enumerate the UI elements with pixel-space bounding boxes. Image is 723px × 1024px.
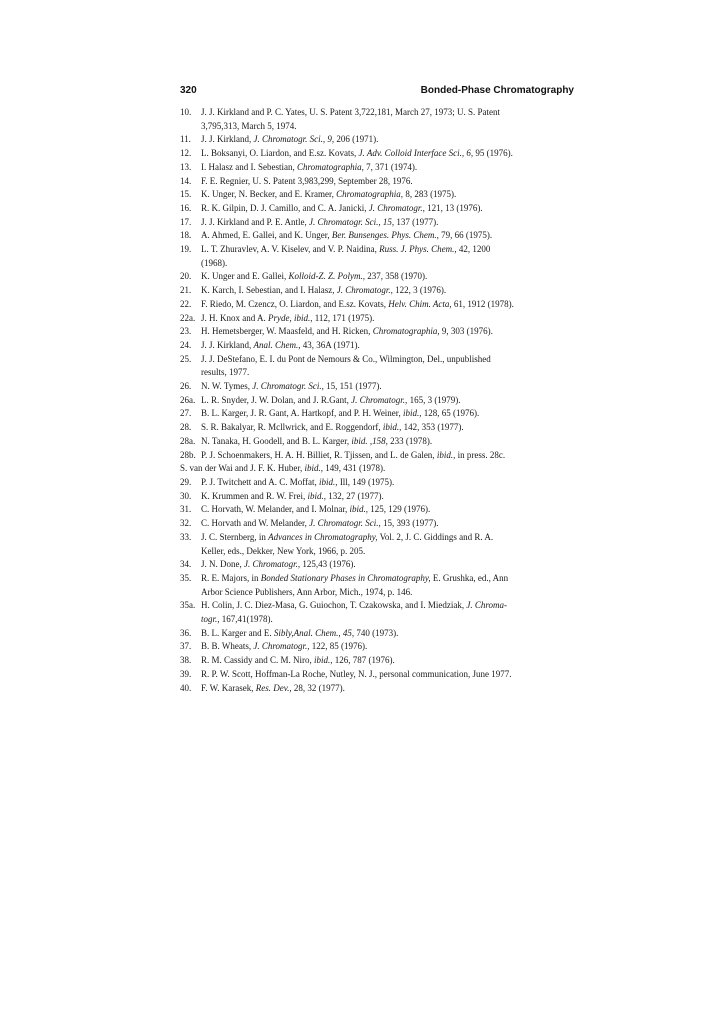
reference-italic: Helv. Chim. Acta, (388, 298, 452, 309)
reference-number: 10. (180, 107, 192, 117)
reference-line (180, 243, 574, 257)
reference-text: L. Boksanyi, O. Liardon, and E.sz. Kovats, J. Adv. Colloid Interface Sci., 6, 95 (1976). (201, 148, 513, 159)
reference-line (180, 558, 574, 572)
reference-line (180, 517, 574, 531)
reference-text: N. W. Tymes, J. Chromatogr. Sci., 15, 151 (1977). (201, 381, 382, 392)
reference-italic: Kolloid-Z. Z. Polym., (288, 271, 365, 282)
reference-number: 21. (180, 285, 192, 296)
reference-number: 22a. (180, 312, 196, 323)
reference-italic: Chromatographia, (336, 189, 404, 200)
reference-italic: Bonded Stationary Phases in Chromatography, (260, 572, 431, 583)
reference-text: R. E. Majors, in Bonded Stationary Phases in Chromatography, E. Grushka, ed., Ann (201, 572, 509, 583)
reference-line (180, 380, 574, 394)
reference-number: 28b. (180, 449, 196, 460)
reference-line (180, 366, 574, 380)
reference-text: B. L. Karger and E. Sibly,Anal. Chem., 45, 740 (1973). (201, 627, 399, 638)
reference-list (180, 106, 574, 695)
reference-italic: Advances in Chromatography, (268, 531, 378, 542)
reference-number: 33. (180, 531, 192, 542)
reference-text: (1968). (201, 257, 228, 268)
reference-number: 35a. (180, 600, 196, 611)
reference-text: R. M. Cassidy and C. M. Niro, ibid., 126, 787 (1976). (201, 655, 395, 666)
reference-text: J. J. Kirkland and P. E. Antle, J. Chromatogr. Sci., 15, 137 (1977). (201, 216, 439, 227)
reference-text: S. R. Bakalyar, R. Mcllwrick, and E. Roggendorf, ibid., 142, 353 (1977). (201, 422, 464, 433)
page-header (180, 85, 574, 101)
reference-text: J. J. Kirkland, J. Chromatogr. Sci., 9, 206 (1971). (201, 134, 379, 145)
reference-number: 24. (180, 339, 192, 350)
reference-number: 36. (180, 627, 192, 638)
reference-number: 37. (180, 641, 192, 652)
reference-italic: Pryde, ibid., (268, 312, 313, 323)
reference-text: C. Horvath, W. Melander, and I. Molnar, ibid., 125, 129 (1976). (201, 504, 431, 515)
reference-text: L. T. Zhuravlev, A. V. Kiselev, and V. P. Naidina, Russ. J. Phys. Chem., 42, 1200 (201, 244, 491, 255)
reference-text: J. J. DeStefano, E. I. du Pont de Nemours & Co., Wilmington, Del., unpublished (201, 353, 491, 364)
reference-italic: ibid., (314, 655, 333, 666)
reference-italic: J. Chromatogr., (336, 285, 393, 296)
reference-number: 28. (180, 422, 192, 433)
reference-text: togr., 167,41(1978). (201, 614, 273, 625)
reference-text: H. Colin, J. C. Diez-Masa, G. Guiochon, T. Czakowska, and I. Miedziak, J. Chroma- (201, 600, 508, 611)
reference-number: 28a. (180, 435, 196, 446)
reference-number: 14. (180, 175, 192, 186)
reference-line (180, 229, 574, 243)
reference-text: 3,795,313, March 5, 1974. (201, 120, 297, 131)
reference-italic: togr., (201, 614, 220, 625)
reference-line (180, 572, 574, 586)
reference-text: A. Ahmed, E. Gallei, and K. Unger, Ber. Bunsenges. Phys. Chem., 79, 66 (1975). (201, 230, 493, 241)
reference-number: 22. (180, 298, 192, 309)
reference-number: 15. (180, 189, 192, 200)
reference-italic: ibid., (304, 463, 324, 474)
reference-italic: Sibly,Anal. Chem., 45, (273, 627, 355, 638)
reference-text: B. B. Wheats, J. Chromatogr., 122, 85 (1976). (201, 641, 368, 652)
running-title: Bonded-Phase Chromatography (420, 85, 574, 96)
reference-text: R. P. W. Scott, Hoffman-La Roche, Nutley, N. J., personal communication, June 1977. (201, 668, 512, 679)
reference-line (180, 407, 574, 421)
reference-number: 26a. (180, 394, 196, 405)
reference-italic: J. Chroma- (466, 600, 508, 611)
reference-italic: ibid., (436, 449, 456, 460)
reference-number: 18. (180, 230, 192, 241)
reference-line (180, 462, 574, 476)
reference-line (180, 435, 574, 449)
reference-line (180, 586, 574, 600)
reference-italic: J. Chromatogr. Sci., 9, (253, 134, 335, 145)
reference-line (180, 613, 574, 627)
reference-italic: J. Chromatogr., (253, 641, 310, 652)
reference-number: 29. (180, 476, 192, 487)
reference-number: 40. (180, 682, 192, 693)
reference-line (180, 270, 574, 284)
reference-italic: J. Chromatogr. Sci., 15, (309, 216, 395, 227)
reference-number: 17. (180, 216, 192, 227)
reference-number: 25. (180, 353, 192, 364)
reference-italic: ibid. ,158, (351, 435, 388, 446)
reference-text: J. J. Kirkland and P. C. Yates, U. S. Patent 3,722,181, March 27, 1973; U. S. Patent (201, 107, 500, 117)
reference-number: 20. (180, 271, 192, 282)
reference-number: 12. (180, 148, 192, 159)
reference-line (180, 654, 574, 668)
reference-line (180, 394, 574, 408)
reference-number: 13. (180, 161, 192, 172)
reference-number: 38. (180, 655, 192, 666)
reference-line (180, 353, 574, 367)
reference-italic: J. Chromatogr., (244, 559, 301, 570)
reference-text: F. E. Regnier, U. S. Patent 3,983,299, September 28, 1976. (201, 175, 413, 186)
reference-line (180, 449, 574, 463)
reference-number: 11. (180, 134, 191, 145)
reference-line (180, 147, 574, 161)
reference-line (180, 476, 574, 490)
reference-line (180, 627, 574, 641)
reference-text: R. K. Gilpin, D. J. Camillo, and C. A. Janicki, J. Chromatogr., 121, 13 (1976). (201, 202, 483, 213)
reference-text: N. Tanaka, H. Goodell, and B. L. Karger, ibid. ,158, 233 (1978). (201, 435, 433, 446)
reference-text: J. N. Done, J. Chromatogr., 125,43 (1976). (201, 559, 356, 570)
reference-italic: ibid., (349, 504, 369, 515)
reference-text: H. Hemetsberger, W. Maasfeld, and H. Ricken, Chromatographia, 9, 303 (1976). (201, 326, 493, 337)
reference-italic: Res. Dev., (255, 682, 292, 693)
reference-line (180, 161, 574, 175)
reference-italic: ibid., (402, 408, 422, 419)
reference-italic: ibid., (382, 422, 402, 433)
reference-number: 35. (180, 572, 192, 583)
reference-number: 19. (180, 244, 192, 255)
reference-line (180, 599, 574, 613)
reference-line (180, 490, 574, 504)
reference-number: 26. (180, 381, 192, 392)
reference-italic: J. Adv. Colloid Interface Sci., 6, (358, 148, 474, 159)
reference-italic: J. Chromatogr., (351, 394, 408, 405)
reference-line (180, 133, 574, 147)
reference-text: B. L. Karger, J. R. Gant, A. Hartkopf, and P. H. Weiner, ibid., 128, 65 (1976). (201, 408, 480, 419)
reference-line (180, 421, 574, 435)
reference-line (180, 298, 574, 312)
reference-text: L. R. Snyder, J. W. Dolan, and J. R.Gant, J. Chromatogr., 165, 3 (1979). (201, 394, 461, 405)
reference-line (180, 682, 574, 696)
reference-number: 27. (180, 408, 192, 419)
reference-italic: J. Chromatogr. Sci., (252, 381, 324, 392)
reference-number: 32. (180, 518, 192, 529)
reference-line (180, 284, 574, 298)
reference-line (180, 188, 574, 202)
reference-line (180, 202, 574, 216)
reference-line (180, 106, 574, 120)
reference-text: results, 1977. (201, 367, 250, 378)
reference-text: K. Krummen and R. W. Frei, ibid., 132, 27 (1977). (201, 490, 384, 501)
reference-text: I. Halasz and I. Sebestian, Chromatographia, 7, 371 (1974). (201, 161, 418, 172)
reference-text: Arbor Science Publishers, Ann Arbor, Mich., 1974, p. 146. (201, 586, 413, 597)
reference-line (180, 120, 574, 134)
reference-number: 23. (180, 326, 192, 337)
reference-text: Keller, eds., Dekker, New York, 1966, p. 205. (201, 545, 366, 556)
reference-line (180, 503, 574, 517)
reference-italic: Anal. Chem., (253, 339, 301, 350)
reference-italic: Russ. J. Phys. Chem., (379, 244, 457, 255)
reference-text: F. W. Karasek, Res. Dev., 28, 32 (1977). (201, 682, 345, 693)
reference-number: 39. (180, 668, 192, 679)
reference-text: P. J. Schoenmakers, H. A. H. Billiet, R. Tjissen, and L. de Galen, ibid., in press. 28c. (201, 449, 506, 460)
reference-text: P. J. Twitchett and A. C. Moffat, ibid., Ill, 149 (1975). (201, 476, 395, 487)
reference-line (180, 531, 574, 545)
reference-text: K. Unger, N. Becker, and E. Kramer, Chromatographia, 8, 283 (1975). (201, 189, 457, 200)
reference-text: J. C. Sternberg, in Advances in Chromatography, Vol. 2, J. C. Giddings and R. A. (201, 531, 494, 542)
reference-number: 34. (180, 559, 192, 570)
reference-text: J. J. Kirkland, Anal. Chem., 43, 36A (1971). (201, 339, 360, 350)
reference-line (180, 216, 574, 230)
reference-italic: Chromatographia, (372, 326, 440, 337)
reference-text: K. Karch, I. Sebestian, and I. Halasz, J. Chromatogr., 122, 3 (1976). (201, 285, 447, 296)
reference-line (180, 175, 574, 189)
reference-italic: Chromatographia, (296, 161, 364, 172)
reference-text: F. Riedo, M. Czencz, O. Liardon, and E.sz. Kovats, Helv. Chim. Acta, 61, 1912 (1978). (201, 298, 514, 309)
reference-number: 16. (180, 202, 192, 213)
reference-number: 31. (180, 504, 192, 515)
reference-italic: ibid., (307, 490, 327, 501)
page-number: 320 (180, 85, 197, 96)
reference-text: J. H. Knox and A. Pryde, ibid., 112, 171 (1975). (201, 312, 375, 323)
reference-text: S. van der Wai and J. F. K. Huber, ibid., 149, 431 (1978). (180, 463, 386, 474)
reference-line (180, 312, 574, 326)
reference-line (180, 325, 574, 339)
reference-italic: Ber. Bunsenges. Phys. Chem., (331, 230, 439, 241)
reference-italic: ibid., (319, 476, 338, 487)
reference-italic: J. Chromatogr., (368, 202, 425, 213)
reference-line (180, 545, 574, 559)
reference-line (180, 640, 574, 654)
reference-line (180, 257, 574, 271)
reference-number: 30. (180, 490, 192, 501)
reference-text: K. Unger and E. Gallei, Kolloid-Z. Z. Polym., 237, 358 (1970). (201, 271, 428, 282)
reference-italic: J. Chromatogr. Sci., (309, 518, 381, 529)
reference-line (180, 339, 574, 353)
reference-text: C. Horvath and W. Melander, J. Chromatogr. Sci., 15, 393 (1977). (201, 518, 439, 529)
reference-line (180, 668, 574, 682)
